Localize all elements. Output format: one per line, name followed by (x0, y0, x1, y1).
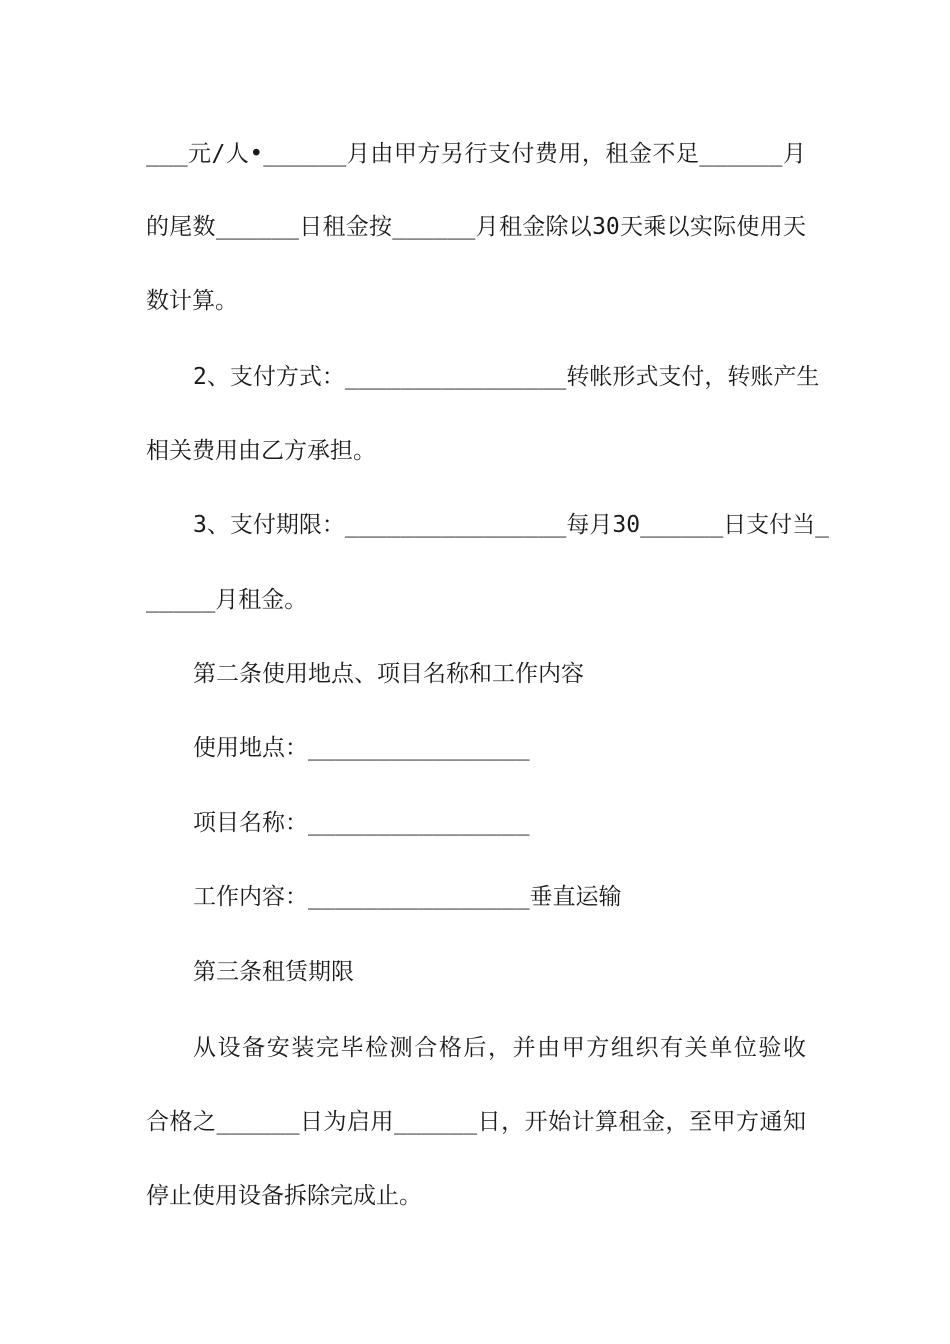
section-heading-3: 第三条租赁期限 (193, 959, 354, 985)
location-line: 使用地点：________________ (193, 735, 530, 761)
work-content-line: 工作内容：________________垂直运输 (193, 884, 622, 910)
text-line-15: 停止使用设备拆除完成止。 (146, 1183, 422, 1209)
project-name-line: 项目名称：________________ (193, 810, 530, 836)
text-line-1: ___元/人•______月由甲方另行支付费用，租金不足______月 (146, 141, 806, 167)
text-line-14: 合格之______日为启用______日，开始计算租金，至甲方通知 (146, 1109, 806, 1135)
text-line-2: 的尾数______日租金按______月租金除以30天乘以实际使用天 (146, 214, 806, 240)
text-line-3: 数计算。 (146, 288, 238, 314)
text-line-5: 相关费用由乙方承担。 (146, 438, 376, 464)
text-line-7: _____月租金。 (146, 587, 308, 613)
text-line-13: 从设备安装完毕检测合格后，并由甲方组织有关单位验收 (193, 1035, 806, 1061)
payment-method-line: 2、支付方式：________________转帐形式支付，转账产生 (193, 364, 820, 390)
payment-deadline-line: 3、支付期限：________________每月30______日支付当_ (193, 512, 830, 538)
section-heading-2: 第二条使用地点、项目名称和工作内容 (193, 661, 584, 687)
